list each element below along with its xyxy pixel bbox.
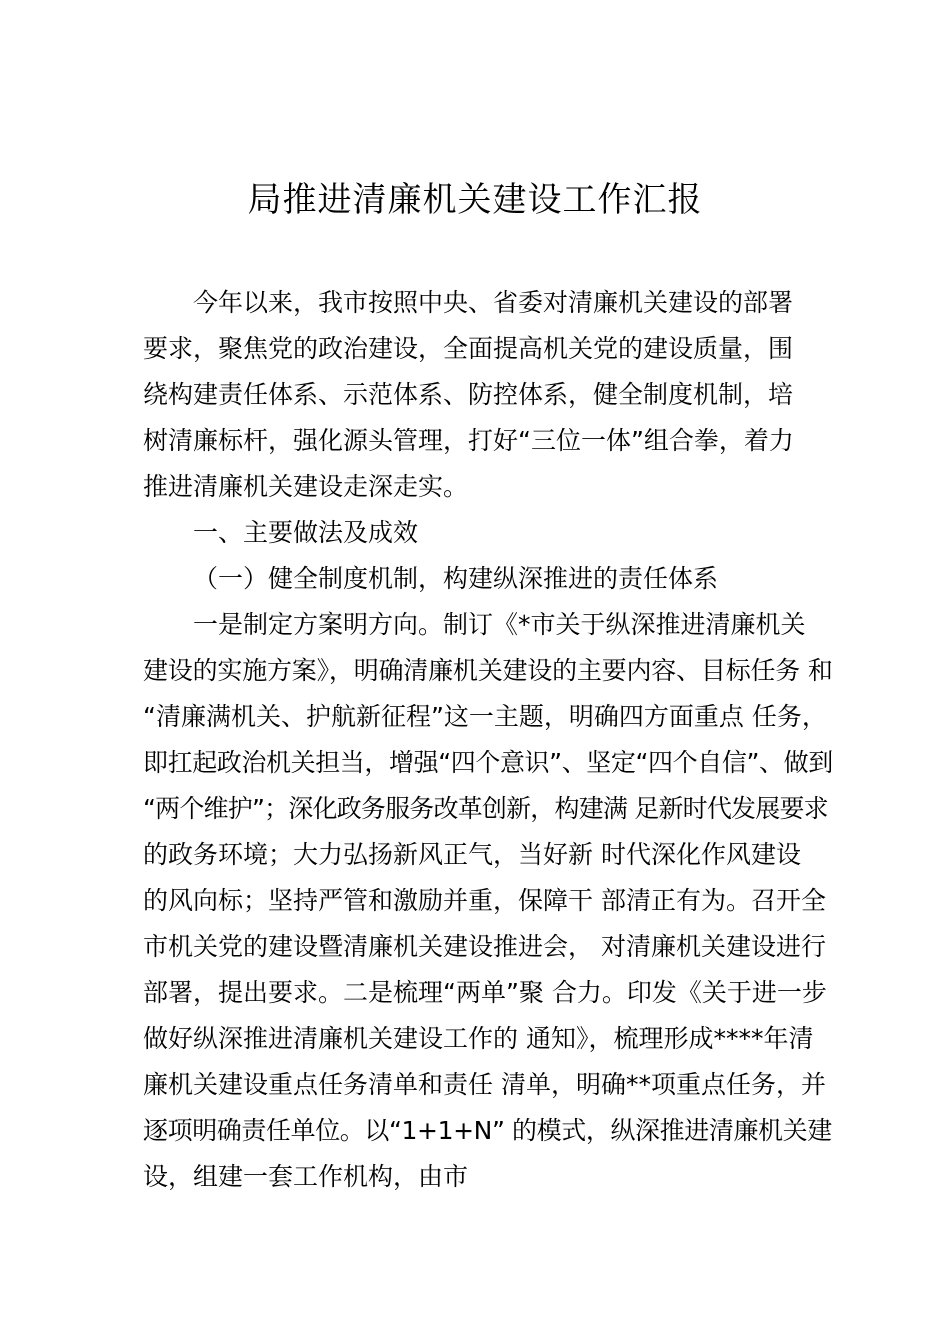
paragraph-line: 逐项明确责任单位。以“1+1+N” 的模式，纵深推进清廉机关建 [143,1116,832,1145]
paragraph-line: 一是制定方案明方向。制订《*市关于纵深推进清廉机关 [193,610,806,639]
paragraph-line: 推进清廉机关建设走深走实。 [143,472,469,501]
paragraph-line: 做好纵深推进清廉机关建设工作的 通知》，梳理形成****年清 [143,1024,814,1053]
paragraph-line: 绕构建责任体系、示范体系、防控体系，健全制度机制，培 [143,380,794,409]
paragraph-line: 的政务环境；大力弘扬新风正气，当好新 时代深化作风建设 [143,840,801,869]
paragraph-line: 廉机关建设重点任务清单和责任 清单，明确**项重点任务，并 [143,1070,826,1099]
paragraph-line: 要求，聚焦党的政治建设，全面提高机关党的建设质量，围 [143,334,794,363]
paragraph-line: 即扛起政治机关担当，增强“四个意识”、坚定“四个自信”、做到 [143,748,833,777]
paragraph-line: 建设的实施方案》，明确清廉机关建设的主要内容、目标任务 和 [143,656,833,685]
paragraph-line: “两个维护”；深化政务服务改革创新，构建满 足新时代发展要求 [143,794,828,823]
paragraph-line: 部署，提出要求。二是梳理“两单”聚 合力。印发《关于进一步 [143,978,827,1007]
paragraph-line: “清廉满机关、护航新征程”这一主题，明确四方面重点 任务， [143,702,827,731]
document-body [143,280,833,1200]
section-heading: 一、主要做法及成效 [193,518,419,547]
paragraph-line: 市机关党的建设暨清廉机关建设推进会， 对清廉机关建设进行 [143,932,826,961]
paragraph-line: 树清廉标杆，强化源头管理，打好“三位一体”组合拳，着力 [143,426,794,455]
subsection-heading: （一）健全制度机制，构建纵深推进的责任体系 [193,564,719,593]
document-title: 局推进清廉机关建设工作汇报 [247,180,703,220]
paragraph-line: 的风向标；坚持严管和激励并重，保障干 部清正有为。召开全 [143,886,826,915]
paragraph-line: 设，组建一套工作机构，由市 [143,1162,469,1191]
paragraph-line: 今年以来，我市按照中央、省委对清廉机关建设的部署 [193,288,794,317]
